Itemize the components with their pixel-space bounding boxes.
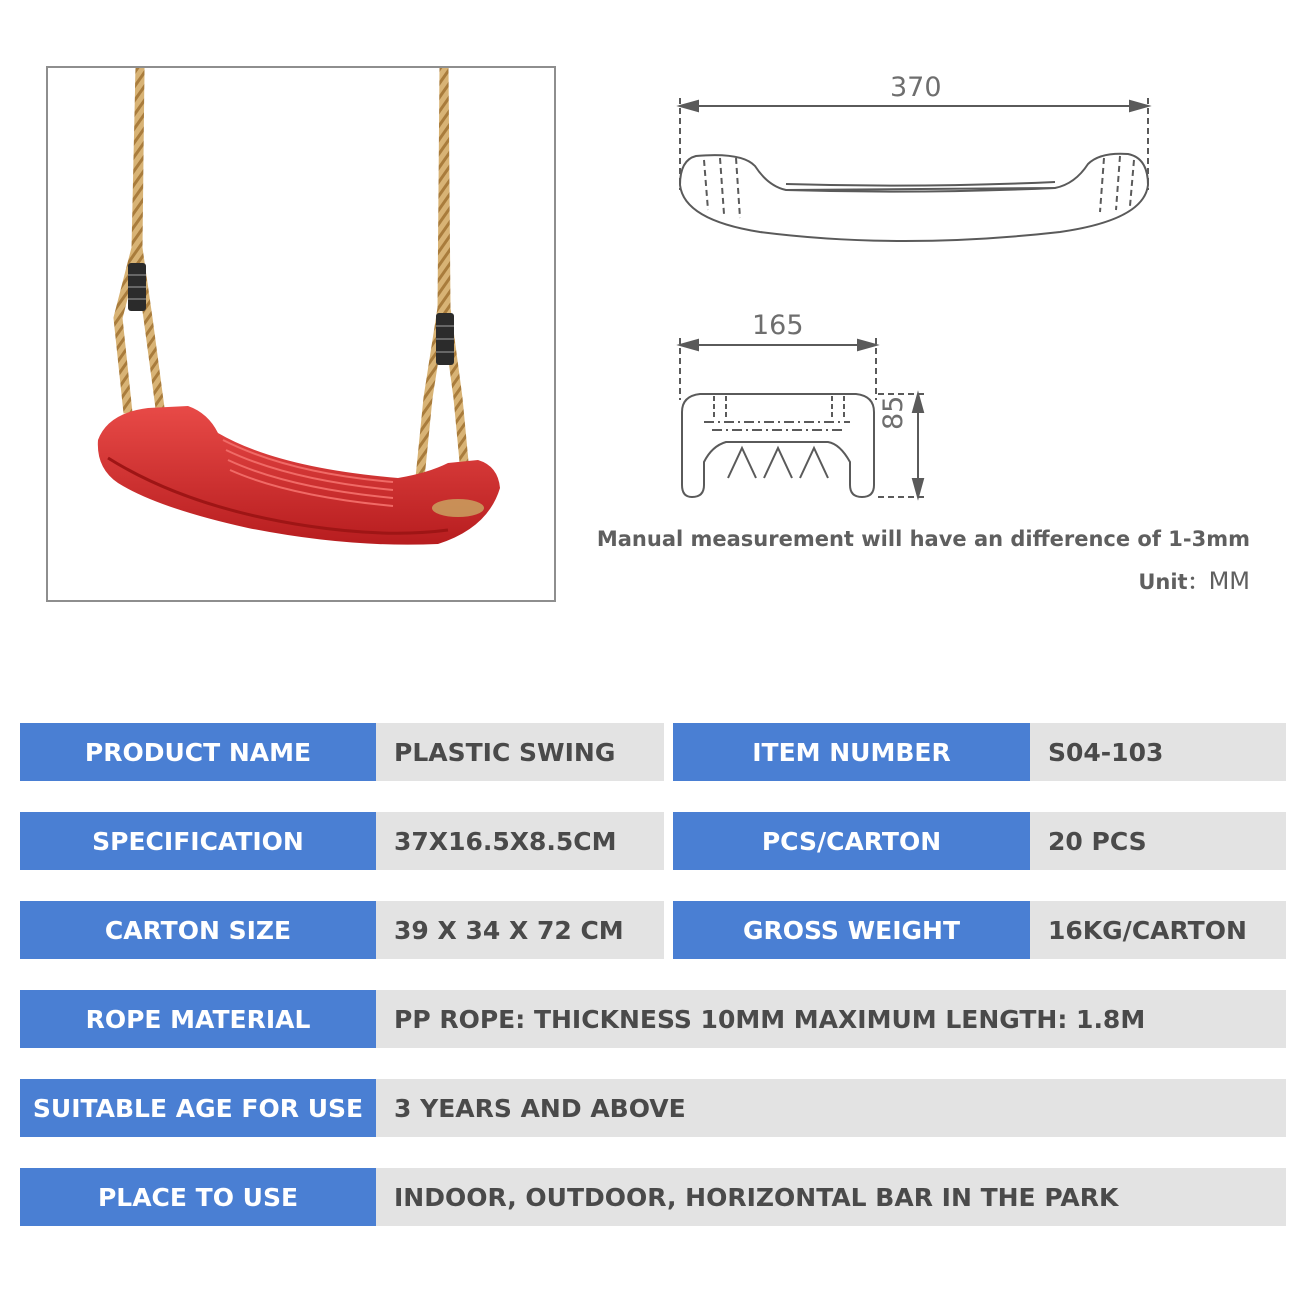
carton-size-value: 39 X 34 X 72 CM: [376, 901, 664, 959]
pcs-carton-label: PCS/CARTON: [673, 812, 1030, 870]
carton-size-label: CARTON SIZE: [20, 901, 376, 959]
spec-row: [20, 1168, 1286, 1226]
specification-label: SPECIFICATION: [20, 812, 376, 870]
item-number-label: ITEM NUMBER: [673, 723, 1030, 781]
red-seat: [98, 406, 500, 545]
product-name-value: PLASTIC SWING: [376, 723, 664, 781]
specification-value: 37X16.5X8.5CM: [376, 812, 664, 870]
rope-material-value: PP ROPE: THICKNESS 10MM MAXIMUM LENGTH: 1.8M: [376, 990, 1286, 1048]
gross-weight-label: GROSS WEIGHT: [673, 901, 1030, 959]
unit-note: [1138, 566, 1250, 596]
technical-drawing: [600, 60, 1290, 530]
pcs-carton-value: 20 PCS: [1030, 812, 1286, 870]
spec-row: [20, 723, 1286, 781]
product-photo: [46, 66, 556, 602]
item-number-value: S04-103: [1030, 723, 1286, 781]
suitable-age-value: 3 YEARS AND ABOVE: [376, 1079, 1286, 1137]
right-rope: [420, 68, 466, 483]
unit-value: MM: [1208, 567, 1250, 595]
swing-illustration: [48, 68, 556, 602]
spec-row: [20, 812, 1286, 870]
height-dimension: 85: [878, 395, 909, 430]
length-dimension: 370: [890, 72, 942, 103]
spec-row: [20, 1079, 1286, 1137]
width-dimension: 165: [752, 310, 804, 341]
rope-material-label: ROPE MATERIAL: [20, 990, 376, 1048]
place-to-use-value: INDOOR, OUTDOOR, HORIZONTAL BAR IN THE PARK: [376, 1168, 1286, 1226]
left-rope: [118, 68, 160, 413]
spec-row: [20, 990, 1286, 1048]
place-to-use-label: PLACE TO USE: [20, 1168, 376, 1226]
gross-weight-value: 16KG/CARTON: [1030, 901, 1286, 959]
suitable-age-label: SUITABLE AGE FOR USE: [20, 1079, 376, 1137]
dimension-diagram: [600, 60, 1290, 530]
unit-label: Unit：: [1138, 570, 1209, 594]
measurement-note: Manual measurement will have an difference of 1-3mm: [596, 527, 1250, 551]
product-name-label: PRODUCT NAME: [20, 723, 376, 781]
spec-row: [20, 901, 1286, 959]
